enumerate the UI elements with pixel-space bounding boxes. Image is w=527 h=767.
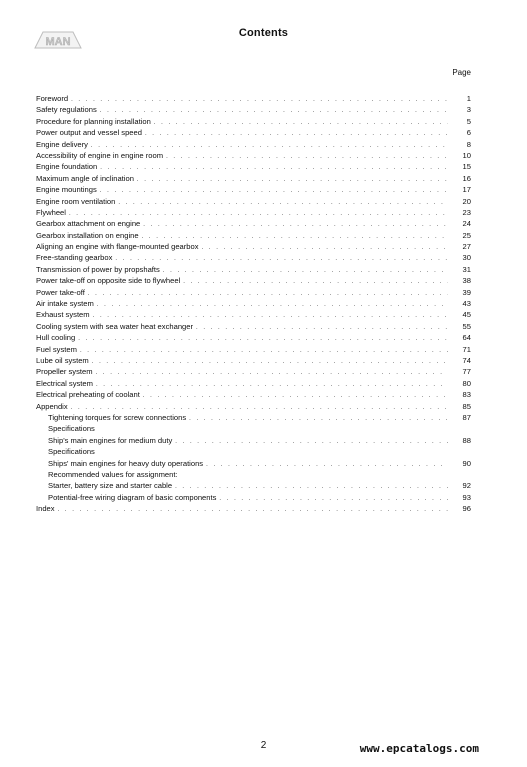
toc-entry-page: 55 [462, 321, 471, 331]
toc-leader-dots [143, 220, 448, 231]
toc-entry[interactable] [36, 264, 471, 275]
toc-entry[interactable] [36, 503, 471, 514]
toc-leader-dots [96, 380, 448, 391]
toc-leader-dots [219, 494, 448, 505]
toc-entry-label: Gearbox installation on engine [36, 230, 139, 240]
toc-leader-dots [71, 95, 448, 106]
toc-leader-dots [137, 175, 448, 186]
toc-entry-label: Engine mountings [36, 185, 97, 195]
toc-leader-dots [154, 118, 448, 129]
toc-entry-label: Ships' main engines for heavy duty operations [48, 458, 204, 468]
toc-leader-dots [58, 505, 448, 516]
toc-entry-page: 87 [462, 412, 471, 422]
toc-entry-label: Specifications [48, 424, 95, 434]
toc-entry-label: Engine room ventilation [36, 196, 116, 206]
toc-entry-page: 83 [462, 390, 471, 400]
toc-leader-dots [100, 106, 448, 117]
table-of-contents [36, 93, 471, 514]
watermark: www.epcatalogs.com [359, 742, 479, 755]
toc-entry-page: 24 [462, 219, 471, 229]
toc-entry-page: 85 [462, 401, 471, 411]
toc-entry-label: Electrical system [36, 378, 93, 388]
toc-entry-label: Gearbox attachment on engine [36, 219, 141, 229]
toc-entry-label: Cooling system with sea water heat exchanger [36, 321, 194, 331]
toc-leader-dots [96, 368, 448, 379]
toc-entry-label: Transmission of power by propshafts [36, 264, 160, 274]
toc-entry-label: Lube oil system [36, 355, 89, 365]
toc-leader-dots [202, 243, 448, 254]
toc-leader-dots [166, 152, 448, 163]
toc-entry-page: 31 [462, 264, 471, 274]
toc-entry-label: Propeller system [36, 367, 93, 377]
toc-entry-label: Ship's main engines for medium duty [48, 435, 173, 445]
toc-entry[interactable] [36, 355, 471, 366]
toc-entry-label: Fuel system [36, 344, 77, 354]
toc-entry-page: 3 [466, 105, 471, 115]
toc-entry[interactable] [36, 218, 471, 229]
toc-leader-dots [80, 346, 448, 357]
toc-entry-page: 6 [466, 128, 471, 138]
toc-entry-label: Index [36, 504, 55, 514]
toc-entry-label: Specifications [48, 447, 95, 457]
toc-entry-label: Free-standing gearbox [36, 253, 113, 263]
toc-entry[interactable] [36, 412, 471, 423]
toc-entry-label: Hull cooling [36, 333, 76, 343]
toc-entry[interactable] [36, 104, 471, 115]
toc-entry[interactable] [36, 480, 471, 491]
toc-entry-page: 71 [462, 344, 471, 354]
toc-entry-label: Air intake system [36, 299, 94, 309]
toc-entry[interactable] [36, 127, 471, 138]
svg-text:MAN: MAN [45, 36, 71, 48]
toc-entry-page: 90 [462, 458, 471, 468]
toc-leader-dots [145, 129, 448, 140]
toc-entry-page: 27 [462, 242, 471, 252]
toc-leader-dots [100, 186, 448, 197]
toc-entry-label: Potential-free wiring diagram of basic components [48, 492, 217, 502]
toc-leader-dots [88, 289, 448, 300]
toc-entry[interactable] [36, 458, 471, 469]
toc-entry-page: 16 [462, 173, 471, 183]
toc-entry-label: Electrical preheating of coolant [36, 390, 140, 400]
toc-entry[interactable] [36, 435, 471, 446]
toc-entry-label: Tightening torques for screw connections [48, 412, 187, 422]
toc-entry-page: 93 [462, 492, 471, 502]
toc-entry-page: 5 [466, 116, 471, 126]
toc-entry[interactable] [36, 230, 471, 241]
toc-leader-dots [97, 300, 448, 311]
toc-entry-page: 45 [462, 310, 471, 320]
toc-entry-page: 8 [466, 139, 471, 149]
toc-leader-dots [183, 277, 448, 288]
toc-leader-dots [92, 357, 448, 368]
toc-entry-label: Aligning an engine with flange-mounted gearbox [36, 242, 199, 252]
toc-entry-page: 25 [462, 230, 471, 240]
toc-entry[interactable] [36, 252, 471, 263]
toc-entry-page: 96 [462, 504, 471, 514]
page-column-label: Page [452, 68, 471, 77]
toc-entry-page: 39 [462, 287, 471, 297]
toc-entry-label: Starter, battery size and starter cable [48, 481, 173, 491]
toc-leader-dots [163, 266, 448, 277]
toc-entry[interactable] [36, 150, 471, 161]
toc-entry[interactable] [36, 207, 471, 218]
toc-entry-page: 17 [462, 185, 471, 195]
toc-entry-label: Engine foundation [36, 162, 98, 172]
toc-entry[interactable] [36, 401, 471, 412]
toc-entry[interactable] [36, 321, 471, 332]
toc-entry-page: 10 [462, 150, 471, 160]
toc-entry-page: 77 [462, 367, 471, 377]
toc-entry-label: Power output and vessel speed [36, 128, 142, 138]
toc-entry-page: 88 [462, 435, 471, 445]
toc-entry-label: Recommended values for assignment: [48, 469, 178, 479]
toc-entry[interactable] [36, 139, 471, 150]
toc-entry-label: Engine delivery [36, 139, 88, 149]
toc-entry-label: Maximum angle of inclination [36, 173, 134, 183]
toc-entry-label: Procedure for planning installation [36, 116, 151, 126]
toc-entry[interactable] [36, 309, 471, 320]
toc-leader-dots [206, 460, 448, 471]
toc-entry-page: 74 [462, 355, 471, 365]
toc-leader-dots [115, 254, 448, 265]
toc-entry-label: Foreword [36, 94, 69, 103]
toc-entry-page: 15 [462, 162, 471, 172]
toc-leader-dots [189, 414, 448, 425]
toc-entry[interactable] [36, 344, 471, 355]
toc-leader-dots [118, 198, 448, 209]
toc-entry[interactable] [36, 93, 471, 104]
page-title: Contents [238, 27, 289, 39]
toc-entry-label: Flywheel [36, 207, 66, 217]
toc-entry[interactable] [36, 116, 471, 127]
toc-entry-page: 23 [462, 207, 471, 217]
toc-entry-page: 80 [462, 378, 471, 388]
toc-entry[interactable] [36, 389, 471, 400]
toc-entry[interactable] [36, 366, 471, 377]
toc-entry-page: 1 [466, 94, 471, 103]
toc-entry-page: 38 [462, 276, 471, 286]
toc-entry-label: Power take-off on opposite side to flywheel [36, 276, 181, 286]
toc-entry-label: Power take-off [36, 287, 85, 297]
toc-entry[interactable] [36, 492, 471, 503]
toc-entry[interactable] [36, 275, 471, 286]
toc-entry-page: 43 [462, 299, 471, 309]
toc-entry-page: 64 [462, 333, 471, 343]
toc-entry-label: Exhaust system [36, 310, 90, 320]
toc-entry-page: 30 [462, 253, 471, 263]
toc-entry-page: 20 [462, 196, 471, 206]
toc-entry[interactable] [36, 184, 471, 195]
toc-entry-label: Accessibility of engine in engine room [36, 150, 164, 160]
toc-entry-label: Safety regulations [36, 105, 97, 115]
toc-leader-dots [100, 163, 448, 174]
toc-entry[interactable] [36, 378, 471, 389]
toc-leader-dots [78, 334, 448, 345]
toc-entry[interactable] [36, 241, 471, 252]
toc-leader-dots [143, 391, 448, 402]
toc-entry-label: Appendix [36, 401, 68, 411]
toc-entry[interactable] [36, 332, 471, 343]
toc-entry[interactable] [36, 196, 471, 207]
toc-entry[interactable] [36, 287, 471, 298]
toc-leader-dots [196, 323, 448, 334]
toc-entry[interactable] [36, 161, 471, 172]
toc-entry[interactable] [36, 173, 471, 184]
toc-leader-dots [175, 437, 448, 448]
toc-entry-page: 92 [462, 481, 471, 491]
page-number: 2 [260, 740, 267, 751]
toc-entry[interactable] [36, 298, 471, 309]
